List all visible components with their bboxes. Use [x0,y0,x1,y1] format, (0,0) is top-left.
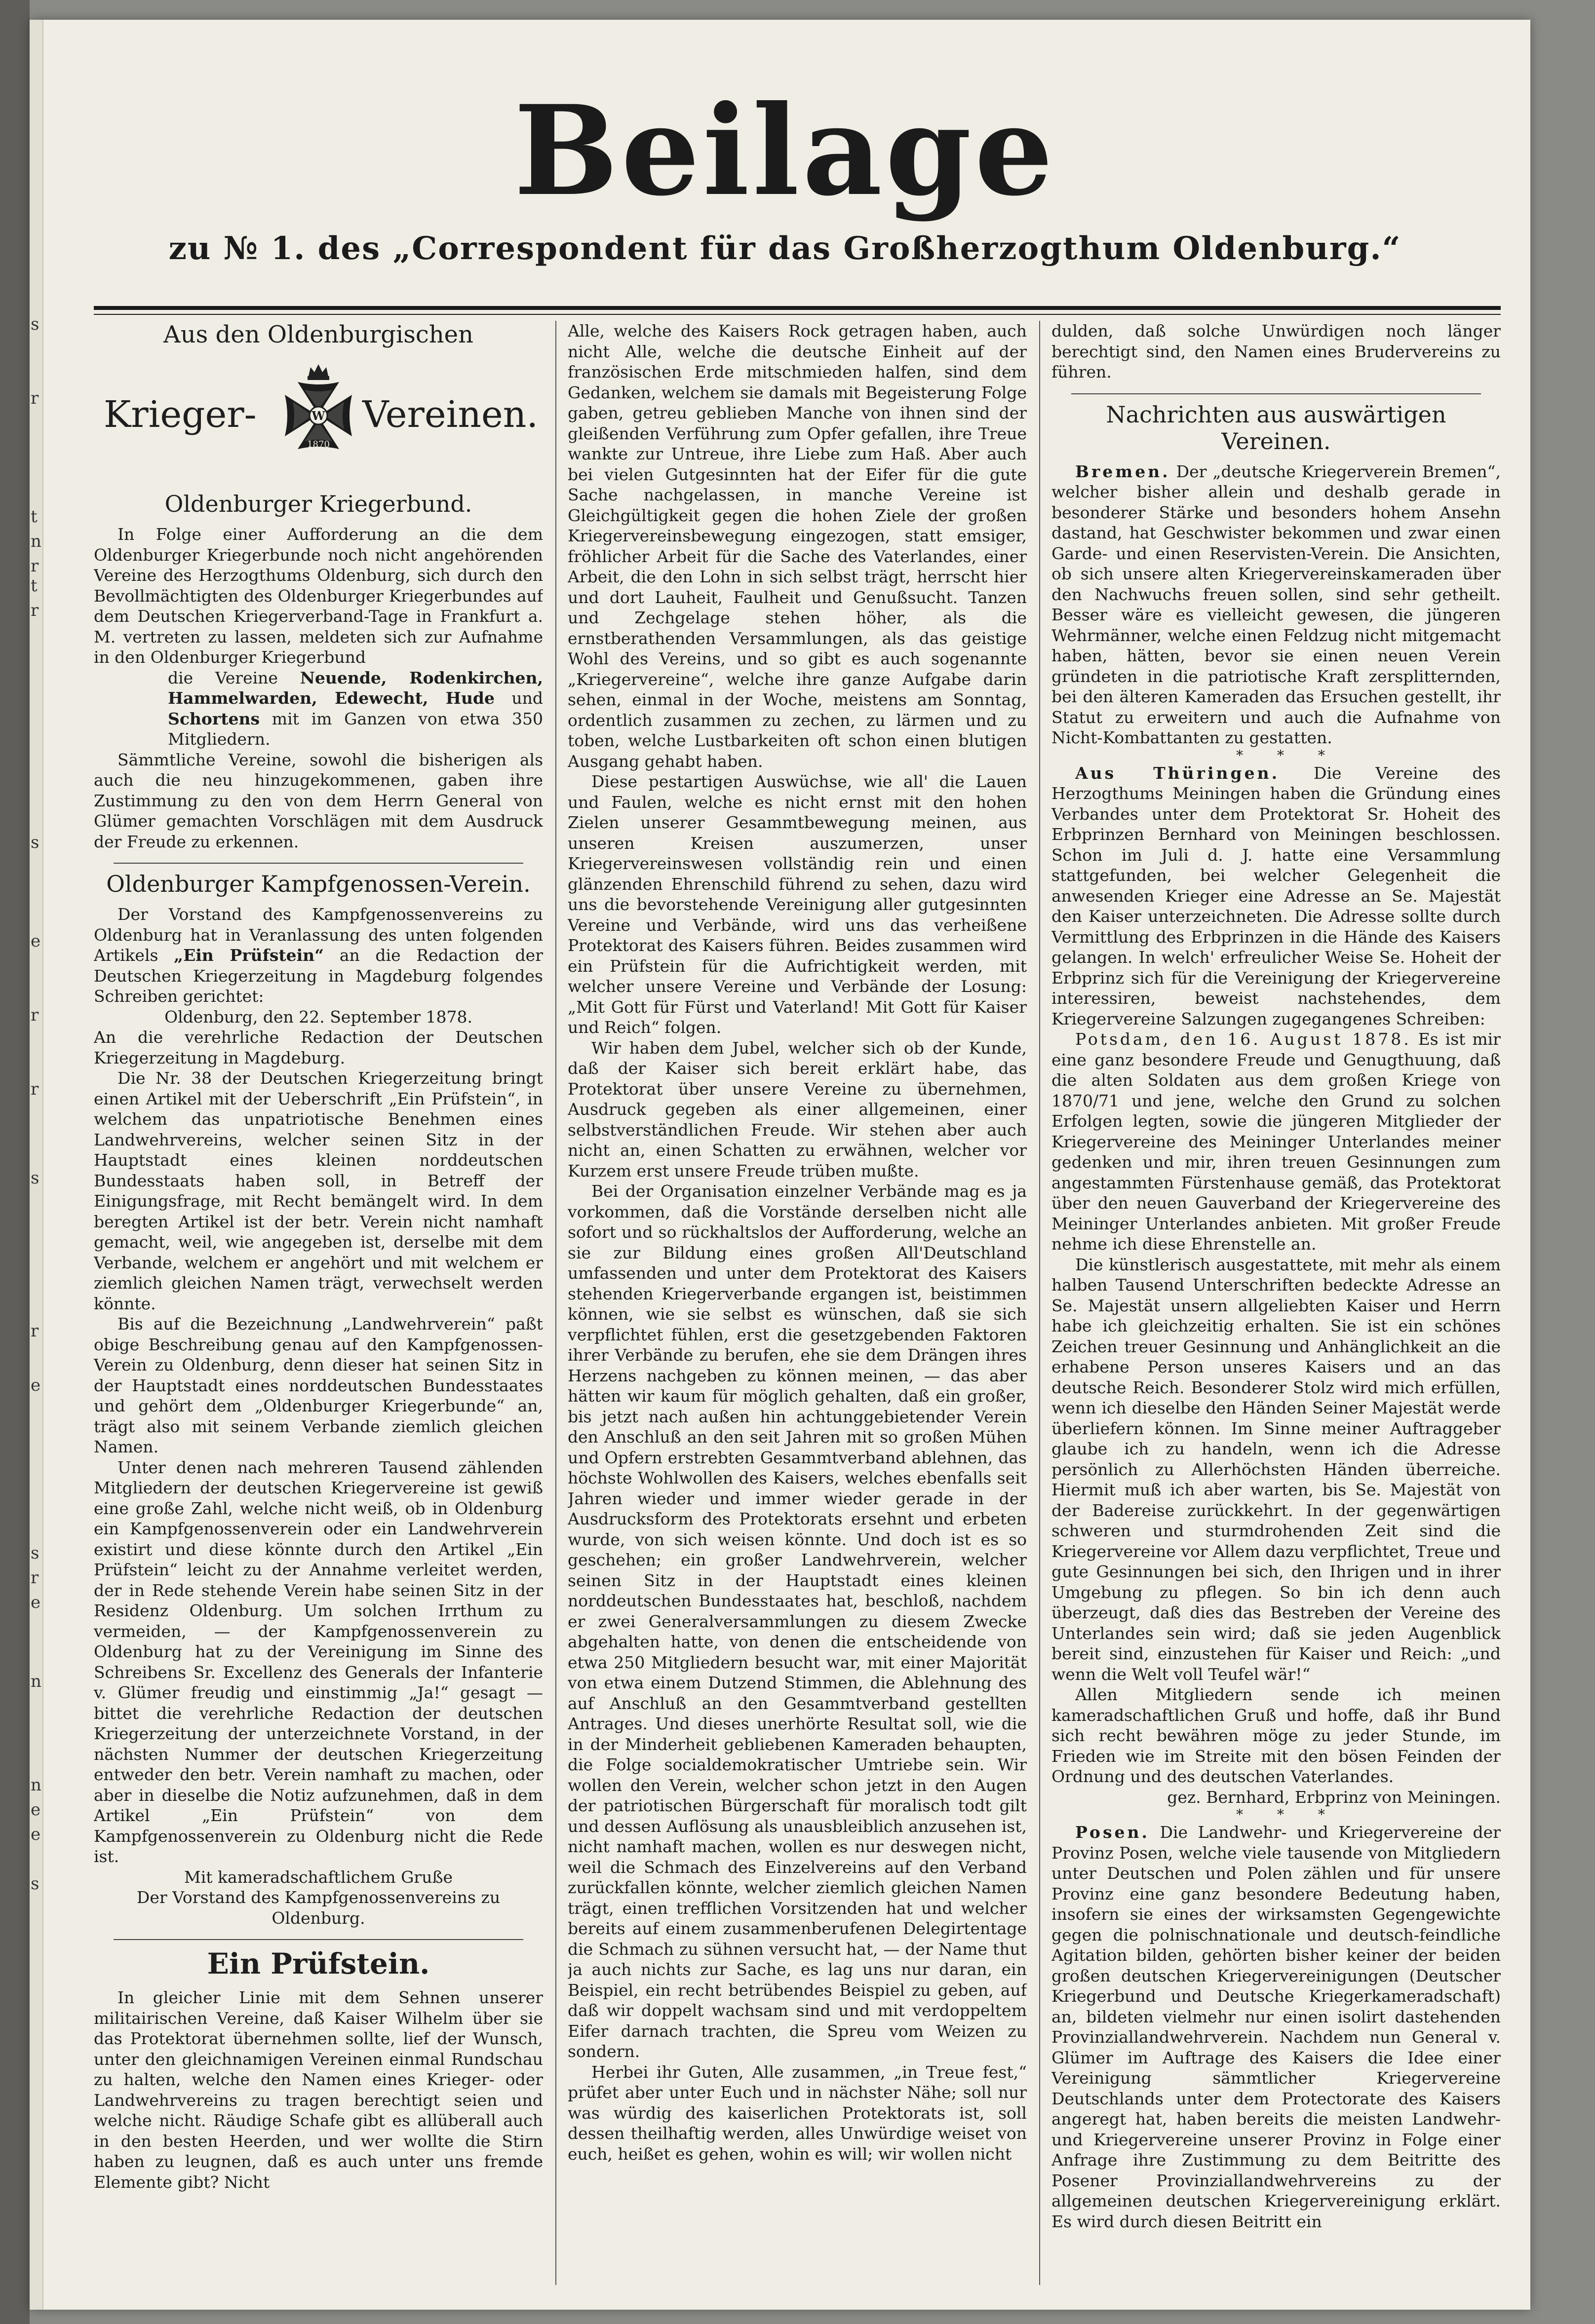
paragraph: Herbei ihr Guten, Alle zusammen, „in Treue fest,“ prüfet aber unter Euch und in nächster Nähe; soll nur was würdig des kaiserlichen Protektorats ist, soll dessen theilhaftig werden, alles Unwürdige weiset von euch, heißet es gehen, wohin es will; wir wollen nicht [568,2062,1027,2164]
letter-signature: gez. Bernhard, Erbprinz von Meiningen. [1167,1787,1501,1807]
news-location: Bremen. [1075,461,1170,481]
paragraph: Diese pestartigen Auswüchse, wie all' die Lauen und Faulen, welche es nicht ernst mit den hohen Zielen unserer Gesammtbewegung meinen, aus unseren Kreisen auszumerzen, unser Kriegervereinswesen vollständig rein und einen glänzenden Ehrenschild führend zu sehen, dazu wird uns die bevorstehende Vereinigung aller gutgesinnten Vereine und Verbände, wird uns das verheißene Protektorat des Kaisers führen. Beides zusammen wird ein Prüfstein für die Aufrichtigkeit werden, mit welcher unsere Vereine und Verbände der Losung: „Mit Gott für Fürst und Vaterland! Mit Gott für Kaiser und Reich“ folgen. [568,772,1027,1037]
letter-paragraph: Allen Mitgliedern sende ich meinen kameradschaftlichen Gruß und hoffe, daß ihr Bund sich recht bewähren möge zu jeder Stunde, im Frieden wie im Streite mit den bösen Feinden der Ordnung und des deutschen Vaterlandes. [1051,1685,1501,1786]
news-bremen [1051,461,1501,748]
column-1 [94,321,543,2285]
text: an die Redaction der Deutschen Kriegerzeitung in Magdeburg folgendes Schreiben gerichtet: [94,946,543,1006]
paragraph [94,904,543,1007]
paragraph: Unter denen nach mehreren Tausend zählenden Mitgliedern der deutschen Kriegervereine ist gewiß eine große Zahl, welche nicht weiß, ob in Oldenburg ein Kampfgenossenverein oder ein Landwehrverein existirt und diese könnte durch den Artikel „Ein Prüfstein“ leicht zu der Annahme verleitet werden, der in Rede stehende Verein habe seinen Sitz in der Residenz Oldenburg. Um solchen Irrthum zu vermeiden, — der Kampfgenossenverein zu Oldenburg hat zu der Vereinigung im Sinne des Schreibens Sr. Excellenz des Generals der Infanterie v. Glümer freudig und einstimmig „Ja!“ gesagt — bittet die verehrliche Redaction der deutschen Kriegerzeitung der unterzeichnete Vorstand, in der nächsten Nummer der deutschen Kriegerzeitung entweder den betr. Verein namhaft zu machen, oder aber in dieselbe die Notiz aufzunehmen, daß in dem Artikel „Ein Prüfstein“ von dem Kampfgenossenverein zu Oldenburg nicht die Rede ist. [94,1457,543,1866]
edge-fragment: s [31,314,39,334]
edge-fragment: r [31,1005,39,1025]
edge-fragment: e [31,1375,41,1395]
text: und [511,688,543,708]
news-posen [1051,1822,1501,2232]
text: mit im Ganzen von etwa 350 Mitgliedern. [168,709,543,749]
edge-fragment: e [31,931,41,951]
emblem-top-text: Aus den Oldenburgischen [163,321,473,348]
paragraph: Wir haben dem Jubel, welcher sich ob der Kunde, daß der Kaiser sich bereit erklärt habe, das Protektorat über unsere Vereine zu übernehmen, Ausdruck gegeben als einer allgemeinen, einer selbstverständlichen Freude. Wir stehen aber auch nicht an, einen Schatten zu erwähnen, welcher vor Kurzem erst unsere Freude trüben mußte. [568,1038,1027,1181]
edge-fragment: r [31,1079,39,1099]
heading-ein-pruefstein: Ein Prüfstein. [207,1947,430,1981]
paragraph: Sämmtliche Vereine, sowohl die bisherigen als auch die neu hinzugekommenen, gaben ihre Zustimmung zu den von dem Herrn General von Glümer gemachten Vorschlägen mit dem Ausdruck der Freude zu erkennen. [94,750,543,851]
column-3 [1051,321,1501,2285]
paragraph-vereine-list [94,668,543,750]
iron-cross-icon [259,356,378,475]
edge-fragment: s [31,1168,39,1188]
edge-fragment: r [31,388,39,408]
edge-fragment: n [31,1672,41,1691]
paragraph: dulden, daß solche Unwürdigen noch länger berechtigt sind, den Namen eines Brudervereins zu führen. [1051,321,1501,381]
vereine-names: Hammelwarden, Edewecht, Hude [168,688,495,708]
vereine-names: Schortens [168,709,260,728]
paragraph: In gleicher Linie mit dem Sehnen unserer militairischen Vereine, daß Kaiser Wilhelm über sie das Protektorat übernehmen sollte, lief der Wunsch, unter den gleichnamigen Vereinen einmal Rundschau zu halten, welche den Namen eines Krieger- oder Landwehrvereins zu tragen berechtigt seien und welche nicht. Räudige Schafe gibt es allüberall auch in den besten Heerden, und wer wollte die Stirn haben zu leugnen, daß es auch unter uns fremde Elemente gibt? Nicht [94,1988,543,2192]
masthead-title: Beilage [513,78,1056,223]
edge-fragment: s [31,1543,39,1563]
section-stars: * * * [1236,747,1340,763]
column-2 [568,321,1027,2285]
article-title-ref: „Ein Prüfstein“ [174,946,324,965]
adjacent-page-edge [30,20,43,2310]
news-location: Posen. [1075,1823,1150,1842]
paragraph: Alle, welche des Kaisers Rock getragen haben, auch nicht Alle, welche die deutsche Einheit auf der französischen Erde mitschmieden halfen, sind dem Gedanken, welchem sie damals mit Begeisterung Folge gaben, getreu geblieben Manche von ihnen sind der gleißenden Verführung zum Opfer gefallen, ihre Treue wankte zur Untreue, ihre Liebe zum Haß. Aber auch bei vielen Gutgesinnten hat der Eifer für die gute Sache nachgelassen, in manche Vereine ist Gleichgültigkeit gegen die hohen Ziele der großen Kriegervereinsbewegung eingezogen, statt emsiger, fröhlicher Arbeit für die Sache des Vaterlandes, einer Arbeit, die den Lohn in sich selbst trägt, herrscht hier und dort Lauheit, Faulheit und Genußsucht. Tanzen und Zechgelage stehen höher, als die ernstberathenden Versammlungen, als das geistige Wohl des Vereins, und so gibt es auch sogenannte „Kriegervereine“, welche ihre ganze Aufgabe darin sehen, einmal in der Woche, meistens am Sonntag, ordentlich zusammen zu zechen, zu lärmen und zu toben, welche Lustbarkeiten oft schon einen blutigen Ausgang gehabt haben. [568,321,1027,771]
edge-fragment: t [31,576,38,596]
letter-paragraph [1051,1029,1501,1255]
letter-signature: Der Vorstand des Kampfgenossenvereins zu Oldenburg. [136,1888,501,1928]
edge-fragment: r [31,1568,39,1588]
masthead-subtitle: zu № 1. des „Correspondent für das Großherzogthum Oldenburg.“ [168,230,1401,267]
paragraph: In Folge einer Aufforderung an die dem Oldenburger Kriegerbunde noch nicht angehörenden Vereine des Herzogthums Oldenburg, sich durch den Bevollmächtigten des Oldenburger Kriegerbundes auf dem Deutschen Kriegerverband-Tage in Frankfurt a. M. vertreten zu lassen, meldeten sich zur Aufnahme in den Oldenburger Kriegerbund [94,525,543,667]
masthead [69,78,1501,267]
paragraph: Bis auf die Bezeichnung „Landwehrverein“ paßt obige Beschreibung genau auf den Kampfgenossen-Verein zu Oldenburg, denn dieser hat seinen Sitz in der Hauptstadt eines norddeutschen Bundesstaates und gehört dem „Oldenburger Kriegerbunde“ an, trägt also mit seinem Verbande ziemlich gleichen Namen. [94,1314,543,1456]
edge-fragment: s [31,833,39,852]
paragraph: Die Nr. 38 der Deutschen Kriegerzeitung bringt einen Artikel mit der Ueberschrift „Ein Prüfstein“, in welchem das unpatriotische Benehmen eines Landwehrvereins, welcher seinen Sitz in der Hauptstadt eines kleinen norddeutschen Bundesstaats haben soll, in Betreff der Einigungsfrage, mit Recht bemängelt wird. In dem beregten Artikel ist der betr. Verein nicht namhaft gemacht, weil, wie angegeben ist, derselbe mit dem Verbande, welchem er angehört und mit welchem er ziemlich gleichen Namen trägt, verwechselt werden könnte. [94,1068,543,1313]
edge-fragment: e [31,1593,41,1612]
letter-date: Oldenburg, den 22. September 1878. [164,1007,472,1027]
edge-fragment: s [31,1874,39,1894]
edge-fragment: e [31,1825,41,1844]
edge-fragment: e [31,1800,41,1820]
text: Es ist mir eine ganz besondere Freude und Genugthuung, daß die alten Soldaten aus dem großen Kriege von 1870/71 und jene, welche den Grund zu solchen Erfolgen legten, sowie die jüngeren Mitglieder der Kriegervereine des Meininger Unterlandes meiner gedenken und mir, ihren treuen Gesinnungen zum angestammten Fürstenhause gemäß, das Protektorat über den neuen Gauverband der Kriegervereine des Meininger Unterlandes anbieten. Mit großer Freude nehme ich diese Ehrenstelle an. [1051,1029,1501,1254]
letter-address: An die verehrliche Redaction der Deutschen Kriegerzeitung in Magdeburg. [94,1028,543,1067]
text: die Vereine [168,668,278,687]
text: Der „deutsche Kriegerverein Bremen“, welcher bisher allein und deshalb gerade in besonderer Stärke und besonders hohem Ansehn dastand, hat Geschwister bekommen und zwar einen Garde- und einen Reservisten-Verein. Die Ansichten, ob sich unsere alten Kriegervereinskameraden über den Nachwuchs freuen sollen, sind sehr getheilt. Besser wäre es vielleicht gewesen, die jüngeren Wehrmänner, welche einen Feldzug nicht mitgemacht haben, hätten, bevor sie einen neuen Verein gründeten in die patriotische Kraft zersplitternden, bei den älteren Kameraden das Ersuchen gestellt, ihr Statut zu erweitern und auch die Aufnahme von Nicht-Kombattanten zu gestatten. [1051,461,1501,747]
edge-fragment: r [31,556,39,576]
emblem-left-word: Krieger- [104,393,257,436]
crown-icon [308,364,329,380]
edge-fragment: t [31,507,38,527]
letter-paragraph: Die künstlerisch ausgestattete, mit mehr als einem halben Tausend Unterschriften bedeckte Adresse an Se. Majestät unsern allgeliebten Kaiser und Herrn habe ich gleichzeitig erhalten. Sie ist ein schönes Zeichen treuer Gesinnung und Anhänglichkeit an die erhabene Person unseres Kaisers und an das deutsche Reich. Besonderer Stolz wird mich erfüllen, wenn ich dieselbe den Händen Seiner Majestät werde überliefern können. Im Sinne meiner Auftraggeber glaube ich zu handeln, wenn ich die Adresse persönlich zu Allerhöchsten Händen überreiche. Hiermit muß ich aber warten, bis Se. Majestät von der Badereise zurückkehrt. In der gegenwärtigen schweren und sturmdrohenden Zeit sind die Kriegervereine vor Allem dazu verpflichtet, Treue und gute Gesinnungen bei sich, den Ihrigen und in ihrer Umgebung zu pflegen. So bin ich denn auch überzeugt, daß dies das Bestreben der Vereine des Unterlandes sein wird; daß sie jeden Augenblick bereit sind, einzustehen für Kaiser und Reich: „und wenn die Welt voll Teufel wär!“ [1051,1255,1501,1684]
krieger-vereine-emblem [94,321,543,484]
news-location: Aus Thüringen. [1075,763,1280,783]
column-divider [1039,321,1040,2285]
letter-date: Potsdam, den 16. August 1878. [1075,1029,1411,1049]
edge-fragment: r [31,601,39,620]
heading-oldenburger-kriegerbund: Oldenburger Kriegerbund. [164,491,472,517]
section-divider [114,863,523,864]
article-columns [94,321,1501,2285]
edge-fragment: n [31,1775,41,1795]
book-spine [0,0,30,2324]
emblem-right-word: Vereinen. [362,393,538,436]
column-divider [555,321,556,2285]
paragraph: Bei der Organisation einzelner Verbände mag es ja vorkommen, daß die Vorstände derselben nicht alle sofort und so rückhaltslos der Aufforderung, welche an sie zur Bildung eines großen All'Deutschland umfassenden und unter dem Protektorat des Kaisers stehenden Kriegerverbande ergangen ist, beistimmen können, wie sie selbst es wünschen, daß sie sich verpflichtet fühlen, erst die gesetzgebenden Faktoren ihrer Verbände zu berufen, ehe sie dem Drängen ihres Herzens nachgeben zu können meinen, — das aber hätten wir kaum für möglich gehalten, daß ein großer, bis jetzt nach außen hin achtunggebietender Verein den Anschluß an den seit Jahren mit so großen Mühen und Opfern erstrebten Gesammtverband ablehnen, das höchste Wohlwollen des Kaisers, welches ebenfalls seit Jahren wieder und immer wieder gerade in der Ausdrucksform des Protektorats ersehnt und erbeten wurde, von sich weisen könnte. Und doch ist es so geschehen; ein großer Landwehrverein, welcher seinen Sitz in der Hauptstadt eines kleinen norddeutschen Bundesstaates hat, beschloß, nachdem er zwei Generalversammlungen zu diesem Zwecke abgehalten hatte, von denen die entscheidende von etwa 250 Mitgliedern besucht war, mit einer Majorität von etwa einem Dutzend Stimmen, die Ablehnung des auf Anschluß an den Gesammtverband gestellten Antrages. Und dieses unerhörte Resultat soll, wie die in der Minderheit gebliebenen Kameraden behaupten, die Folge socialdemokratischer Umtriebe sein. Wir wollen den Verein, welcher schon jetzt in den Augen der patriotischen Bürgerschaft für moralisch todt gilt und dessen Auflösung als unausbleiblich anzusehen ist, nicht namhaft machen, wollen es nur deswegen nicht, weil die Schmach des Einzelvereins auf den Verband zurückfallen könnte, welcher ziemlich gleichen Namen trägt, einen trefflichen Vorsitzenden hat und welcher bereits auf einem zusammenberufenen Delegirtentage die Schmach zu sühnen versucht hat, — der Name thut ja auch nichts zur Sache, es lag uns nur daran, ein Beispiel, ein recht betrübendes Beispiel zu geben, auf daß wir doppelt wachsam sind und mit verdoppeltem Eifer darnach trachten, die Spreu vom Weizen zu sondern. [568,1181,1027,2061]
section-divider [114,1939,523,1940]
section-stars: * * * [1236,1806,1340,1823]
heading-kampfgenossen-verein: Oldenburger Kampfgenossen-Verein. [106,871,531,897]
edge-fragment: n [31,532,41,551]
vereine-names: Neuende, Rodenkirchen, [300,668,543,687]
heading-nachrichten: Nachrichten aus auswärtigen Vereinen. [1106,401,1446,455]
emblem-cross-year: 1870 [307,439,330,450]
edge-fragment: r [31,1321,39,1341]
newspaper-page [30,20,1530,2310]
masthead-rule [94,306,1501,315]
news-thueringen [1051,763,1501,1029]
text: Die Vereine des Herzogthums Meiningen haben die Gründung eines Verbandes unter dem Protektorat Sr. Hoheit des Erbprinzen Bernhard von Meiningen beschlossen. Schon im Juli d. J. hatte eine Versammlung stattgefunden, bei welcher Gelegenheit die anwesenden Krieger eine Adresse an Se. Majestät den Kaiser unterzeichneten. Die Adresse sollte durch Vermittlung des Erbprinzen in die Hände des Kaisers gelangen. In welch' erfreulicher Weise Se. Hoheit der Erbprinz sich für die Vereinigung der Kriegervereine interessiren, beweist nachstehendes, dem Kriegervereine Salzungen zugegangenes Schreiben: [1051,763,1501,1029]
section-divider [1071,393,1481,394]
text: Die Landwehr- und Kriegervereine der Provinz Posen, welche viele tausende von Mitgliedern unter Deutschen und Polen zählen und für unsere Provinz eine ganz besondere Bedeutung haben, insofern sie eines der wirksamsten Gegengewichte gegen die polnischnationale und deutsch-feindliche Agitation bilden, gehörten bisher keiner der beiden großen deutschen Kriegervereinigungen (Deutscher Kriegerbund und Deutsche Kriegerkameradschaft) an, bildeten vielmehr nur einen isolirt dastehenden Provinziallandwehrverein. Nachdem nun General v. Glümer im Auftrage des Kaisers die Idee einer Vereinigung sämmtlicher Kriegervereine Deutschlands unter dem Protectorate des Kaisers angeregt hat, haben bereits die meisten Landwehr- und Kriegervereine unserer Provinz in Folge einer Anfrage ihre Zustimmung zu dem Beitritte des Posener Provinziallandwehrvereins zu der allgemeinen deutschen Kriegervereinigung erklärt. Es wird durch diesen Beitritt ein [1051,1823,1501,2231]
text: Der Vorstand des Kampfgenossenvereins zu Oldenburg hat in Veranlassung des unten folgenden Artikels [94,905,543,965]
emblem-cross-letter: W [311,409,325,423]
letter-greeting: Mit kameradschaftlichem Gruße [184,1867,453,1887]
